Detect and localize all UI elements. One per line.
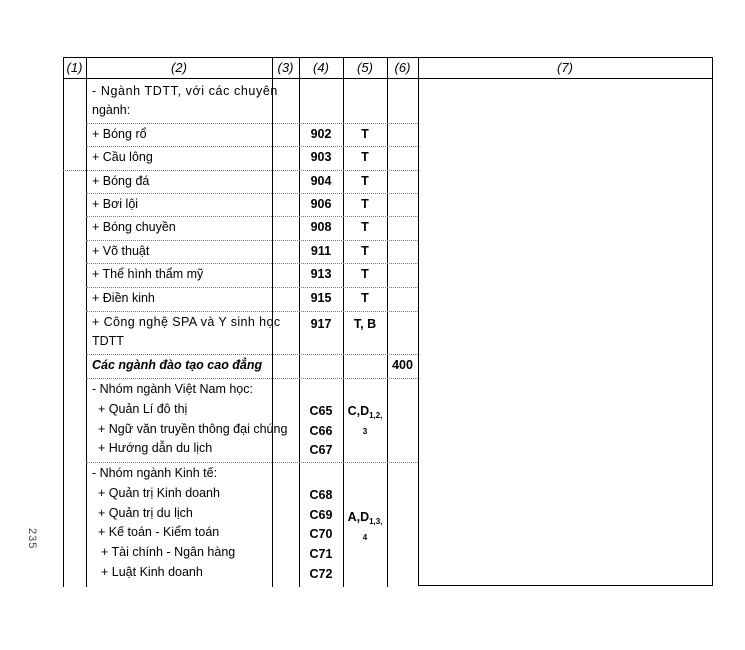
vn-block-tail: 3 (362, 427, 368, 436)
header-col-2: (2) (171, 60, 187, 75)
col-line-2 (86, 57, 87, 587)
list-item: + Bóng chuyền (92, 220, 176, 234)
list-item: + Quản trị du lịch (98, 506, 193, 520)
list-item: + Ngữ văn truyền thông đại chúng (98, 422, 288, 436)
code-cell: 904 (310, 174, 332, 188)
code-cell: C71 (309, 547, 333, 561)
page-number: 235 (26, 528, 38, 550)
header-col-4: (4) (313, 60, 329, 75)
code-cell: C68 (309, 488, 333, 502)
col-line-1 (63, 57, 64, 587)
econ-block-sub: 1,3, (369, 517, 383, 526)
code-cell: 908 (310, 220, 332, 234)
code-cell: 917 (310, 317, 332, 331)
college-quota: 400 (392, 358, 413, 372)
header-col-5: (5) (357, 60, 373, 75)
group-cell: T (361, 220, 369, 234)
econ-group-title: - Nhóm ngành Kinh tế: (92, 466, 218, 480)
code-cell: 903 (310, 150, 332, 164)
intro-line-1: - Ngành TDTT, với các chuyên (92, 84, 278, 98)
spa-line-1: + Công nghệ SPA và Y sinh học (92, 315, 281, 329)
code-cell: 911 (310, 244, 332, 258)
code-cell: 906 (310, 197, 332, 211)
intro-line-2: ngành: (92, 103, 131, 117)
col-line-6 (387, 57, 388, 587)
list-item: + Thể hình thẩm mỹ (92, 267, 204, 281)
col7-bottom-border (418, 585, 713, 586)
spa-line-2: TDTT (92, 334, 124, 348)
list-item: + Luật Kinh doanh (101, 565, 203, 579)
econ-block-main: A,D (347, 510, 370, 524)
vn-block-main: C,D (347, 404, 370, 418)
code-cell: C66 (309, 424, 333, 438)
group-cell: T (361, 127, 369, 141)
code-cell: C69 (309, 508, 333, 522)
group-cell: T (361, 267, 369, 281)
list-item: + Bóng rổ (92, 127, 147, 141)
code-cell: C70 (309, 527, 333, 541)
code-cell: 913 (310, 267, 332, 281)
header-col-7: (7) (557, 60, 573, 75)
code-cell: 915 (310, 291, 332, 305)
econ-block-tail: 4 (362, 533, 368, 542)
code-cell: C65 (309, 404, 333, 418)
vn-group-title: - Nhóm ngành Việt Nam học: (92, 382, 253, 396)
list-item: + Kế toán - Kiểm toán (98, 525, 220, 539)
vn-block-sub: 1,2, (369, 411, 383, 420)
header-col-6: (6) (394, 60, 411, 75)
code-cell: C72 (309, 567, 333, 581)
list-item: + Quản trị Kinh doanh (98, 486, 220, 500)
list-item: + Quản Lí đô thị (98, 402, 188, 416)
group-cell: T (361, 291, 369, 305)
vn-block-cell (343, 404, 387, 423)
col-line-7 (418, 57, 419, 586)
group-cell: T (361, 150, 369, 164)
group-cell: T (361, 244, 369, 258)
econ-block-cell (343, 510, 387, 529)
list-item: + Điền kinh (92, 291, 155, 305)
code-cell: 902 (310, 127, 332, 141)
list-item: + Cầu lông (92, 150, 153, 164)
code-cell: C67 (309, 443, 333, 457)
list-item: + Hướng dẫn du lịch (98, 441, 213, 455)
header-col-3: (3) (277, 60, 294, 75)
header-col-1: (1) (66, 60, 83, 75)
group-cell: T (361, 174, 369, 188)
group-cell: T (361, 197, 369, 211)
group-cell: T, B (353, 317, 377, 331)
header-bottom-border (63, 78, 713, 79)
list-item: + Võ thuật (92, 244, 150, 258)
list-item: + Bóng đá (92, 174, 150, 188)
list-item: + Tài chính - Ngân hàng (101, 545, 236, 559)
college-title: Các ngành đào tạo cao đẳng (92, 358, 263, 372)
list-item: + Bơi lội (92, 197, 139, 211)
col-line-8 (712, 57, 713, 586)
